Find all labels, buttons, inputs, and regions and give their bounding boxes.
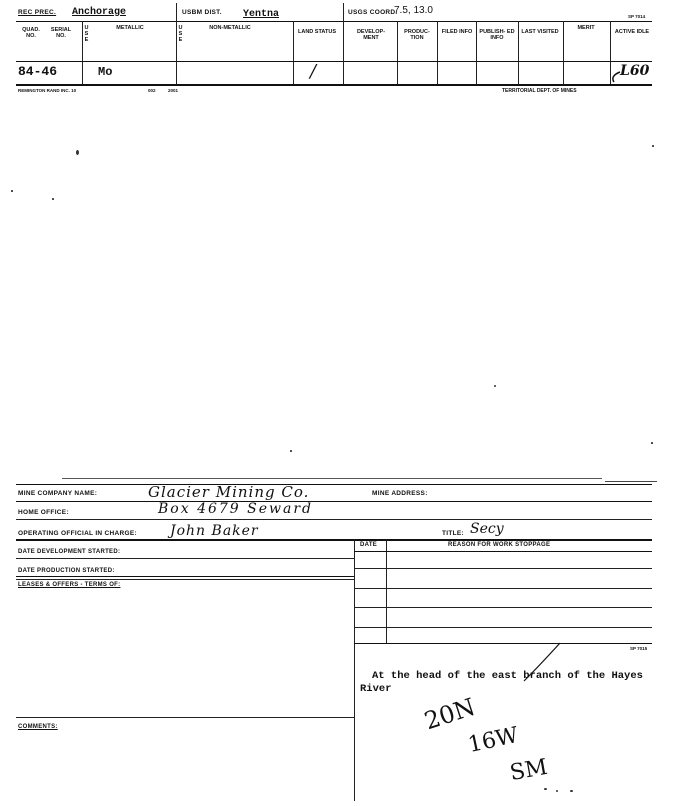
speck <box>652 145 654 147</box>
vsep-prod <box>397 21 398 84</box>
lower-rule-2 <box>16 519 652 520</box>
col-development: DEVELOP- MENT <box>356 29 386 41</box>
reason-rule-6 <box>354 643 652 644</box>
speck <box>544 788 547 790</box>
handwritten-range: 16W <box>465 723 521 758</box>
comments-label: COMMENTS: <box>18 724 58 730</box>
vsep-filed <box>437 21 438 84</box>
mine-company-value: Glacier Mining Co. <box>148 483 310 501</box>
speck <box>52 198 54 200</box>
leases-label: LEASES & OFFERS - TERMS OF: <box>18 582 121 588</box>
usgs-coord-value: 7.5, 13.0 <box>394 5 433 16</box>
location-note: At the head of the east branch of the Hayes River <box>360 670 643 695</box>
col-active-idle: ACTIVE IDLE <box>614 29 650 35</box>
land-status-value: / <box>310 61 317 82</box>
col-filed-info: FILED INFO <box>441 29 473 35</box>
top-rule-2 <box>16 61 652 62</box>
form-number-top: SP 7014 <box>628 14 646 19</box>
vsep-serial <box>82 21 83 84</box>
lower-rule-1 <box>16 501 652 502</box>
imprint-code-2: 2001 <box>168 88 179 93</box>
left-rule-1 <box>16 558 354 559</box>
lower-top-rule <box>62 478 602 479</box>
metallic-value: Mo <box>98 65 113 79</box>
department-imprint: TERRITORIAL DEPT. OF MINES <box>502 88 577 94</box>
vsep-land <box>293 21 294 84</box>
top-rule-3 <box>16 84 652 86</box>
title-value: Secy <box>470 521 504 537</box>
date-col-header: DATE <box>360 542 378 548</box>
vsep-last <box>518 21 519 84</box>
vsep-left-panel <box>354 539 355 801</box>
active-idle-mark <box>608 70 624 84</box>
active-idle-value: L60 <box>620 63 650 79</box>
date-production-label: DATE PRODUCTION STARTED: <box>18 568 115 574</box>
speck <box>651 442 653 444</box>
rec-prec-value: Anchorage <box>72 7 127 18</box>
speck <box>76 150 79 155</box>
home-office-label: HOME OFFICE: <box>18 509 69 516</box>
col-serial: SERIAL NO. <box>50 27 72 39</box>
reason-rule-5 <box>354 627 652 628</box>
col-published-info: PUBLISH- ED INFO <box>479 29 515 41</box>
pen-mark <box>520 635 580 685</box>
col-quad: QUAD. NO. <box>22 27 40 39</box>
handwritten-township: 20N <box>420 692 479 736</box>
operating-official-label: OPERATING OFFICIAL IN CHARGE: <box>18 530 137 537</box>
col-last-visited: LAST VISITED <box>521 29 559 35</box>
speck <box>494 385 496 387</box>
title-label: TITLE: <box>442 530 465 537</box>
reason-rule-1 <box>354 551 652 552</box>
speck <box>570 790 573 792</box>
col-use-1: U S E <box>84 25 89 43</box>
top-rule-1 <box>16 21 652 22</box>
col-non-metallic: NON-METALLIC <box>209 25 251 31</box>
speck <box>11 190 13 192</box>
reason-col-header: REASON FOR WORK STOPPAGE <box>448 542 551 548</box>
usbm-dist-label: USBM DIST. <box>182 9 222 16</box>
handwritten-meridian: SM <box>508 754 550 787</box>
left-rule-2 <box>16 576 354 577</box>
mine-company-label: MINE COMPANY NAME: <box>18 490 98 497</box>
mine-address-label: MINE ADDRESS: <box>372 490 428 497</box>
col-land-status: LAND STATUS <box>298 29 336 35</box>
left-rule-2b <box>16 579 354 580</box>
vsep-header-2 <box>343 3 344 84</box>
operating-official-value: John Baker <box>170 523 259 539</box>
date-development-label: DATE DEVELOPMENT STARTED: <box>18 549 121 555</box>
speck <box>290 450 292 452</box>
imprint-code-1: 002 <box>148 88 156 93</box>
lower-top-rule-right <box>605 481 657 482</box>
col-metallic: METALLIC <box>116 25 144 31</box>
reason-rule-2 <box>354 568 652 569</box>
col-use-2: U S E <box>178 25 183 43</box>
usgs-coord-label: USGS COORD. <box>348 9 398 16</box>
col-merit: MERIT <box>577 25 595 31</box>
vsep-merit <box>563 21 564 84</box>
reason-rule-3 <box>354 588 652 589</box>
speck <box>556 790 558 792</box>
lower-rule-3 <box>16 539 652 541</box>
form-number-lower: SP 7015 <box>630 646 648 651</box>
vsep-pub <box>476 21 477 84</box>
home-office-value: Box 4679 Seward <box>158 501 314 517</box>
comments-rule <box>16 717 354 718</box>
quad-serial-value: 84-46 <box>18 64 58 79</box>
rec-prec-label: REC PREC. <box>18 9 57 16</box>
reason-rule-4 <box>354 607 652 608</box>
col-production: PRODUC- TION <box>404 29 430 41</box>
printer-imprint: REMINGTON RAND INC. 10 <box>18 88 77 93</box>
lower-rule-top <box>16 484 652 485</box>
usbm-dist-value: Yentna <box>243 9 280 20</box>
vsep-header-1 <box>176 3 177 84</box>
